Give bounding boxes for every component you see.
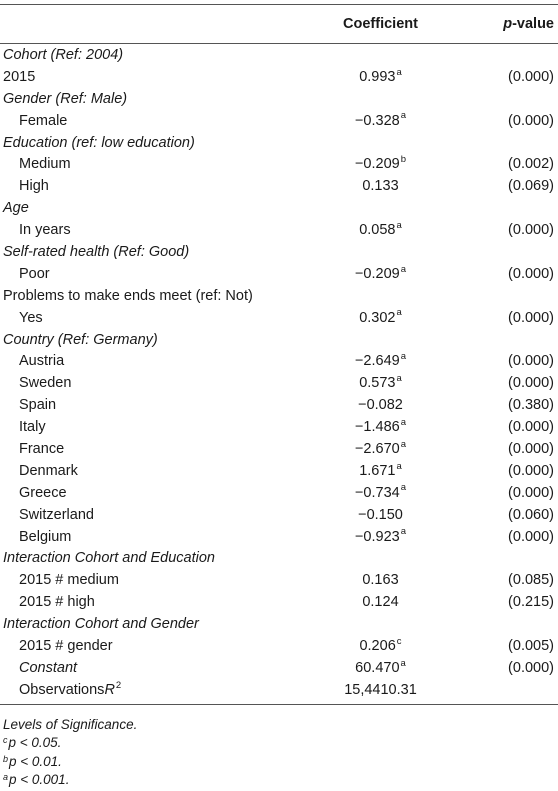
coefficient-cell: 0.206 $^c$	[359, 635, 402, 654]
coefficient-cell	[318, 175, 443, 197]
note-text: p < 0.001.	[9, 772, 70, 788]
table-row	[0, 526, 558, 548]
row-label-text: Denmark	[19, 462, 78, 479]
row-label-text: High	[19, 178, 49, 195]
note-text: p < 0.05.	[8, 735, 62, 751]
coefficient-value: 0.573	[359, 375, 396, 392]
header-p-italic: p	[503, 16, 513, 32]
notes-items	[3, 734, 558, 790]
coefficient-cell: −0.923 $^a$	[354, 526, 407, 545]
row-label-text: Constant	[19, 659, 78, 676]
p-value-cell: (0.000)	[508, 462, 554, 479]
row-label	[19, 526, 71, 548]
note-item	[3, 734, 558, 753]
table-row	[0, 679, 558, 701]
row-label	[3, 197, 29, 219]
coefficient-cell	[318, 504, 443, 526]
row-label-text: Interaction Cohort and Gender	[3, 616, 199, 633]
table-row	[0, 175, 558, 197]
row-label-text: Yes	[19, 309, 43, 326]
row-label-text: Observations	[19, 681, 105, 698]
row-label-text: Education (ref: low education)	[3, 134, 195, 151]
table-section-heading	[0, 44, 558, 66]
p-value-cell: (0.000)	[508, 68, 554, 85]
row-label-text: Problems to make ends meet (ref: Not)	[3, 287, 253, 304]
row-label	[3, 613, 199, 635]
coefficient-cell: 60.470 $^a$	[355, 657, 406, 676]
note-item	[3, 753, 558, 772]
row-label-text: Switzerland	[19, 506, 94, 523]
table-row	[0, 635, 558, 657]
row-label-text: Country (Ref: Germany)	[3, 331, 158, 348]
coefficient-value: 0.058	[359, 222, 396, 239]
p-value-cell: (0.215)	[508, 594, 554, 611]
row-label	[19, 438, 64, 460]
row-label-text: France	[19, 440, 65, 457]
row-label-text: Spain	[19, 397, 57, 414]
coefficient-value: 0.302	[359, 309, 396, 326]
coefficient-cell: −0.209 $^b$	[354, 154, 407, 173]
table-row	[0, 394, 558, 416]
p-value-cell: (0.085)	[508, 572, 554, 589]
row-label-text: Poor	[19, 265, 50, 282]
table-section-heading	[0, 613, 558, 635]
coefficient-cell: −2.649 $^a$	[354, 351, 407, 370]
table-row	[0, 569, 558, 591]
coefficient-value: 0.206	[359, 637, 396, 654]
table-row	[0, 372, 558, 394]
row-label	[3, 285, 253, 307]
table-section-heading	[0, 547, 558, 569]
table-notes	[0, 705, 558, 790]
p-value-cell: (0.000)	[508, 353, 554, 370]
coefficient-value: 60.470	[355, 659, 400, 676]
note-marker: b	[3, 753, 9, 764]
header-coefficient: Coefficient	[343, 16, 418, 32]
p-value-cell: (0.000)	[508, 659, 554, 676]
row-label-text: Gender (Ref: Male)	[3, 90, 128, 107]
coefficient-cell	[318, 679, 443, 701]
table-row	[0, 153, 558, 175]
row-label-text: Female	[19, 112, 68, 129]
p-value-cell: (0.380)	[508, 397, 554, 414]
note-marker: c	[3, 735, 8, 746]
row-label	[19, 219, 71, 241]
coefficient-cell: 0.302 $^a$	[359, 307, 402, 326]
row-label-text: Self-rated health (Ref: Good)	[3, 243, 190, 260]
row-label-text: Greece	[19, 484, 67, 501]
p-value-cell: (0.005)	[508, 637, 554, 654]
notes-title: Levels of Significance.	[3, 716, 138, 732]
table-row	[0, 591, 558, 613]
table-header	[0, 4, 558, 44]
coefficient-value: −1.486	[354, 419, 400, 436]
p-value-cell: (0.000)	[508, 112, 554, 129]
row-label	[3, 329, 158, 351]
row-label-text: 2015 # high	[19, 594, 95, 611]
row-label-text: Age	[3, 200, 29, 217]
table-row	[0, 416, 558, 438]
row-label	[19, 175, 49, 197]
row-label	[19, 372, 71, 394]
row-label	[19, 657, 77, 679]
row-label	[19, 504, 94, 526]
note-marker: a	[3, 772, 9, 783]
table-row	[0, 482, 558, 504]
table-row	[0, 263, 558, 285]
row-label	[19, 635, 113, 657]
r-squared-symbol: R	[104, 681, 115, 698]
header-p-value	[503, 5, 554, 43]
coefficient-value: 0.124	[362, 594, 399, 611]
table-row	[0, 307, 558, 329]
table-row	[0, 66, 558, 88]
coefficient-cell: −0.209 $^a$	[354, 263, 407, 282]
table-row	[0, 219, 558, 241]
row-label	[3, 44, 123, 66]
coefficient-cell: 0.993 $^a$	[359, 66, 402, 85]
p-value-cell: (0.002)	[508, 156, 554, 173]
row-label-text: Austria	[19, 353, 65, 370]
coefficient-value: −0.150	[358, 506, 403, 523]
row-label	[3, 241, 189, 263]
row-label-text: 2015	[3, 68, 36, 85]
coefficient-value: −0.209	[354, 156, 400, 173]
coefficient-cell: 0.058 $^a$	[359, 219, 402, 239]
coefficient-cell: −1.486 $^a$	[354, 416, 407, 436]
row-label	[3, 132, 195, 154]
coefficient-value: 0.133	[362, 178, 399, 195]
coefficient-cell	[318, 569, 443, 591]
table-section-heading	[0, 241, 558, 263]
row-label	[19, 482, 67, 504]
row-label-text: 2015 # medium	[19, 572, 119, 589]
row-label	[19, 153, 71, 175]
row-label	[19, 394, 56, 416]
coefficient-value: 0.163	[362, 572, 399, 589]
coefficient-value: −0.923	[354, 528, 400, 545]
row-label	[3, 88, 127, 110]
p-value-cell: (0.069)	[508, 178, 554, 195]
p-value-cell: (0.000)	[508, 440, 554, 457]
p-value-cell: (0.060)	[508, 506, 554, 523]
table-row	[0, 350, 558, 372]
coefficient-cell	[318, 394, 443, 416]
row-label	[19, 569, 119, 591]
row-label-text: Interaction Cohort and Education	[3, 550, 215, 567]
coefficient-cell: 0.573 $^a$	[359, 373, 402, 392]
coefficient-value: 1.671	[359, 462, 396, 479]
p-value-cell: (0.000)	[508, 309, 554, 326]
row-label	[19, 350, 64, 372]
table-row	[0, 285, 558, 307]
row-label-text: Italy	[19, 419, 46, 436]
coefficient-cell	[318, 591, 443, 613]
header-p-rest: -value	[512, 16, 554, 32]
table-section-heading	[0, 88, 558, 110]
table-body	[0, 44, 558, 705]
row-label	[19, 416, 46, 438]
row-label	[19, 591, 95, 613]
row-label-text: 2015 # gender	[19, 637, 113, 654]
row-label-text: Sweden	[19, 375, 72, 392]
coefficient-cell: 1.671 $^a$	[359, 460, 402, 479]
coefficient-value: −0.328	[354, 112, 400, 129]
table-section-heading	[0, 132, 558, 154]
table-row	[0, 438, 558, 460]
row-label: Observations R $^2$	[19, 679, 122, 698]
p-value-cell: (0.000)	[508, 484, 554, 501]
row-label	[19, 460, 78, 482]
row-label-text: In years	[19, 222, 71, 239]
row-label-text: Belgium	[19, 528, 72, 545]
table-row	[0, 504, 558, 526]
table-section-heading	[0, 329, 558, 351]
coefficient-value: −0.209	[354, 265, 400, 282]
coefficient-value: −2.649	[354, 353, 400, 370]
row-label	[19, 263, 50, 285]
row-label	[3, 66, 35, 88]
note-text: p < 0.01.	[9, 753, 62, 769]
coefficient-value: −2.670	[354, 440, 400, 457]
table-section-heading	[0, 197, 558, 219]
table-row	[0, 460, 558, 482]
coefficient-value: 15,4410.31	[344, 681, 417, 698]
row-label	[19, 307, 43, 329]
coefficient-cell: −0.734 $^a$	[354, 482, 407, 501]
row-label	[19, 110, 67, 132]
coefficient-value: −0.734	[354, 484, 400, 501]
note-item	[3, 771, 558, 790]
table-row	[0, 110, 558, 132]
coefficient-value: 0.993	[359, 68, 396, 85]
coefficient-cell: −0.328 $^a$	[354, 110, 407, 129]
row-label-text: Medium	[19, 156, 71, 173]
p-value-cell: (0.000)	[508, 419, 554, 436]
row-label-text: Cohort (Ref: 2004)	[3, 46, 124, 63]
p-value-cell: (0.000)	[508, 375, 554, 392]
coefficient-cell: −2.670 $^a$	[354, 438, 407, 457]
p-value-cell: (0.000)	[508, 528, 554, 545]
row-label	[3, 547, 215, 569]
p-value-cell: (0.000)	[508, 222, 554, 239]
p-value-cell: (0.000)	[508, 265, 554, 282]
table-row	[0, 657, 558, 679]
coefficient-value: −0.082	[358, 397, 403, 414]
